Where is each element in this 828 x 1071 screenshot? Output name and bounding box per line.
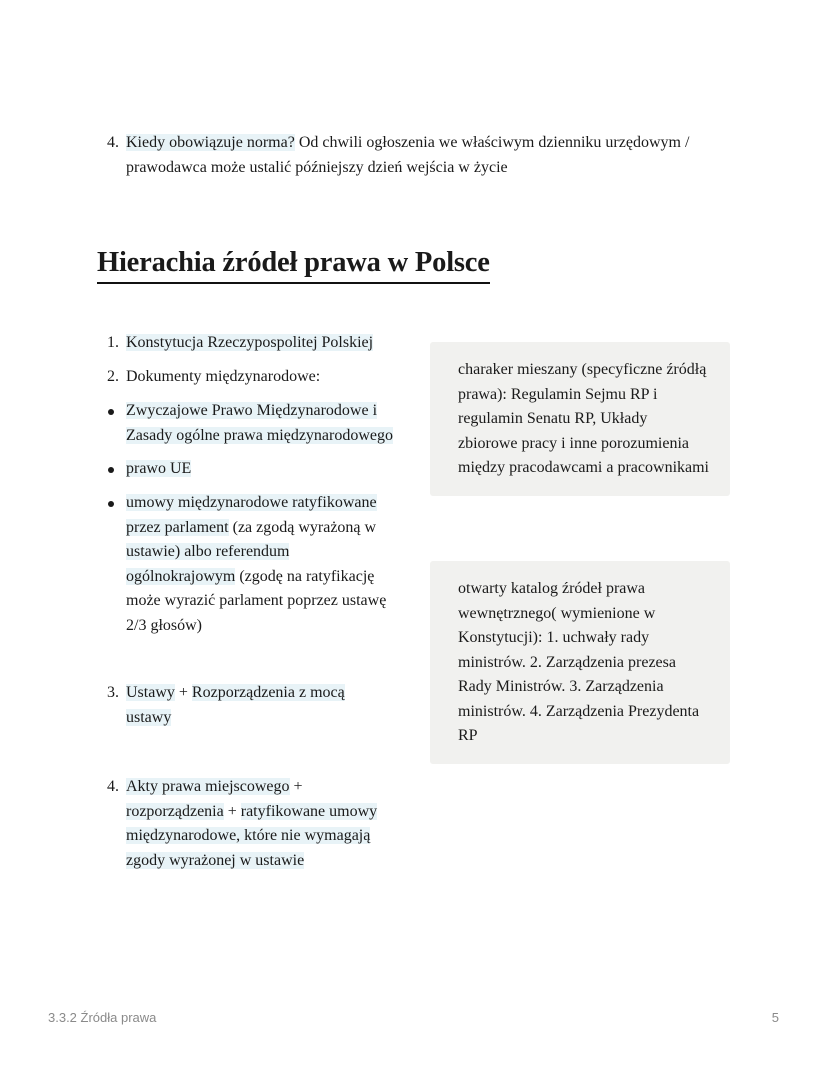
list-item-local-law (107, 775, 377, 873)
list-marker: 2. (107, 368, 119, 385)
list-item-text: Akty prawa miejscowego (126, 778, 290, 795)
callout-internal-law-catalog (430, 561, 730, 764)
list-item-text: zgody wyrażonej w ustawie (126, 851, 305, 869)
callout-line: zbiorowe pracy i inne porozumienia (458, 434, 690, 452)
answer-text: Od chwili ogłoszenia we właściwym dzienniku urzędowym / (294, 134, 690, 151)
bullet-line: ogólnokrajowym (126, 567, 236, 585)
bullet-line: ustawie) albo referendum (126, 543, 290, 560)
list-item-constitution (107, 331, 373, 356)
question-text: Kiedy obowiązuje norma? (126, 134, 295, 151)
list-marker: 4. (107, 134, 119, 151)
list-item-text: międzynarodowe, które nie wymagają (126, 827, 371, 844)
list-item-text: Rozporządzenia z mocą (191, 684, 345, 701)
footer-section-title: 3.3.2 Źródła prawa (48, 1010, 157, 1025)
list-item-line (126, 131, 689, 156)
footer-page-number: 5 (771, 1010, 779, 1025)
callout-line: ministrów. 2. Zarządzenia prezesa (458, 653, 676, 671)
list-item-text: Konstytucja Rzeczypospolitej Polskiej (126, 334, 374, 351)
list-item-line: prawodawca może ustalić późniejszy dzień wejścia w życie (126, 158, 508, 176)
list-item-text: Ustawy (126, 684, 175, 701)
bullet-line: może wyrazić parlament poprzez ustawę (126, 592, 387, 609)
bullet-item-international-agreements (107, 491, 386, 638)
bullet-line: umowy międzynarodowe ratyfikowane (126, 494, 377, 511)
callout-mixed-character (430, 342, 730, 496)
bullet-dot (108, 409, 114, 415)
list-item-text: + (289, 778, 303, 795)
top-list-item (107, 131, 689, 180)
list-item-statutes (107, 681, 345, 730)
bullet-line: Zwyczajowe Prawo Międzynarodowe i (126, 402, 378, 419)
callout-line: Rady Ministrów. 3. Zarządzenia (458, 678, 664, 695)
callout-line: wewnętrznego( wymienione w (458, 604, 656, 622)
list-item-international-documents (107, 365, 320, 390)
bullet-item-customary-law (107, 399, 393, 448)
callout-line: otwarty katalog źródeł prawa (458, 580, 646, 597)
callout-line: między pracodawcami a pracownikami (458, 459, 709, 476)
list-item-text: ratyfikowane umowy (240, 802, 378, 820)
callout-line: prawa): Regulamin Sejmu RP i (458, 385, 658, 403)
callout-line: charaker mieszany (specyficzne źródłą (458, 361, 707, 378)
list-item-text: + (174, 684, 192, 701)
bullet-line: (zgodę na ratyfikację (235, 567, 375, 585)
bullet-line: 2/3 głosów) (126, 616, 202, 634)
list-item-text: ustawy (126, 708, 172, 726)
bullet-line: (za zgodą wyrażoną w (228, 518, 377, 536)
bullet-line: Zasady ogólne prawa międzynarodowego (126, 426, 394, 444)
bullet-item-eu-law (107, 457, 191, 482)
list-item-text: rozporządzenia (126, 802, 224, 820)
bullet-dot (108, 501, 114, 507)
bullet-dot (108, 467, 114, 473)
callout-line: Konstytucji): 1. uchwały rady (458, 629, 650, 646)
list-marker: 1. (107, 334, 119, 351)
callout-line: RP (458, 727, 478, 744)
list-item-text: Dokumenty międzynarodowe: (126, 368, 321, 385)
callout-line: regulamin Senatu RP, Układy (458, 410, 648, 427)
list-item-text: + (223, 802, 241, 820)
list-marker: 4. (107, 778, 119, 795)
section-heading: Hierachia źródeł prawa w Polsce (97, 245, 490, 284)
bullet-line: prawo UE (126, 460, 192, 477)
bullet-line: przez parlament (126, 518, 229, 536)
callout-line: ministrów. 4. Zarządzenia Prezydenta (458, 702, 700, 720)
list-marker: 3. (107, 684, 119, 701)
